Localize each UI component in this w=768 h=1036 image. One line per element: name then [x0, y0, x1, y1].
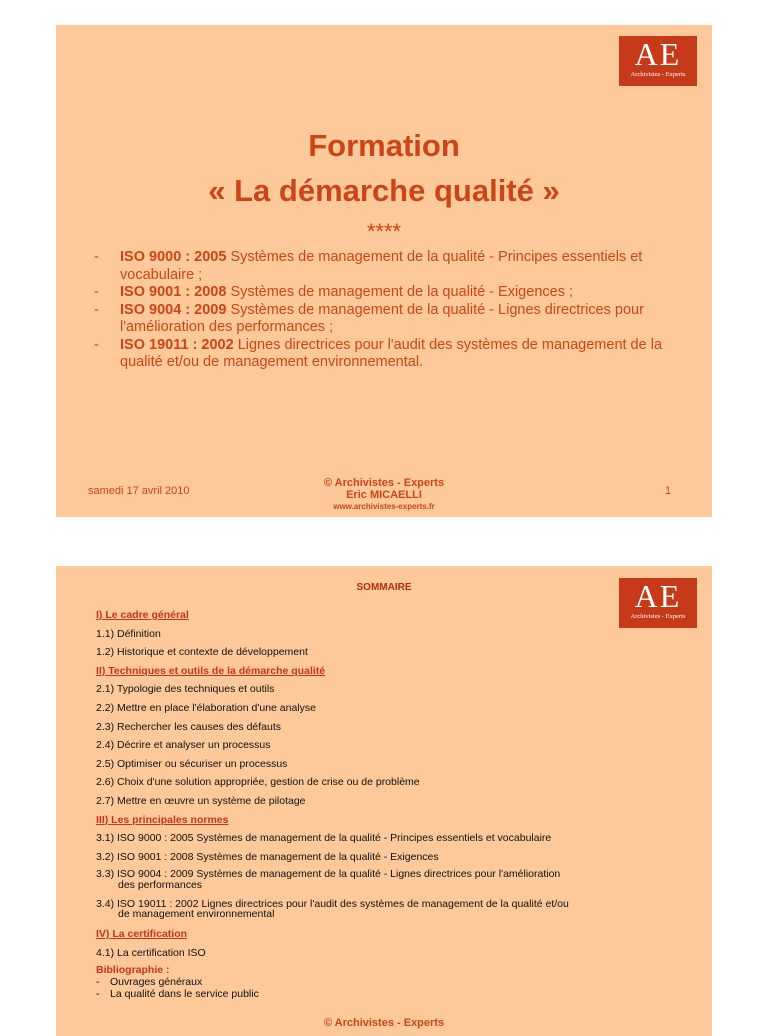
footer-copyright-partial: © Archivistes - Experts	[323, 1017, 445, 1029]
toc-item-continuation: des performances	[118, 878, 203, 891]
bibliography-text: Ouvrages généraux	[110, 976, 203, 989]
toc-item	[96, 896, 616, 925]
toc-item: 2.2) Mettre en place l'élaboration d'une analyse	[96, 701, 316, 714]
table-of-contents	[96, 606, 616, 1000]
standard-code: ISO 9004 : 2009	[120, 301, 227, 318]
bullet-dash: -	[96, 988, 100, 1001]
bullet-dash: -	[94, 301, 99, 318]
toc-item: 1.1) Définition	[96, 627, 161, 640]
slide-title-line1: Formation	[308, 128, 460, 163]
toc-item: 2.4) Décrire et analyser un processus	[96, 739, 271, 752]
toc-item: 1.2) Historique et contexte de développement	[96, 646, 308, 659]
section-heading: III) Les principales normes	[96, 813, 229, 826]
bullet-dash: -	[94, 249, 99, 265]
toc-item: 2.6) Choix d'une solution appropriée, gestion de crise ou de problème	[96, 776, 420, 789]
toc-item: 3.1) ISO 9000 : 2005 Systèmes de management de la qualité - Principes essentiels et vocabulaire	[96, 832, 552, 845]
sommaire-title: SOMMAIRE	[356, 582, 412, 593]
toc-item-line: 3.3) ISO 9004 : 2009 Systèmes de management de la qualité - Lignes directrices pour l'amélioration	[96, 868, 561, 881]
toc-item-line: 3.4) ISO 19011 : 2002 Lignes directrices pour l'audit des systèmes de management de la qualité et/ou	[96, 897, 569, 910]
list-item	[92, 249, 682, 284]
standard-description: Systèmes de management de la qualité - Exigences ;	[226, 284, 573, 300]
standard-description: Lignes directrices pour l'audit des systèmes de management de la qualité et/ou de management environnemental.	[120, 336, 663, 370]
iso-standards-list	[92, 249, 682, 372]
section-heading: IV) La certification	[96, 928, 188, 941]
standard-description: Systèmes de management de la qualité - Principes essentiels et vocabulaire ;	[120, 249, 643, 283]
slide-1	[56, 25, 712, 517]
logo-letters: AE	[634, 36, 682, 72]
toc-item: 2.1) Typologie des techniques et outils	[96, 683, 275, 696]
logo-subtitle: Archivistes - Experts	[630, 71, 686, 78]
footer-website-link[interactable]: www.archivistes-experts.fr	[333, 502, 435, 511]
toc-item-continuation: de management environnemental	[118, 908, 275, 921]
bibliography-text: La qualité dans le service public	[110, 988, 259, 1001]
toc-item: 2.5) Optimiser ou sécuriser un processus	[96, 757, 288, 770]
ae-logo	[619, 36, 697, 86]
bibliography-heading: Bibliographie :	[96, 964, 170, 977]
list-item	[92, 337, 682, 372]
bibliography-item	[96, 976, 616, 988]
bibliography-item	[96, 988, 616, 1000]
toc-item: 2.7) Mettre en œuvre un système de pilotage	[96, 794, 306, 807]
standard-code: ISO 19011 : 2002	[120, 336, 234, 353]
toc-item	[96, 866, 616, 895]
footer-author: Eric MICAELLI	[346, 489, 422, 501]
list-item	[92, 284, 682, 302]
logo-subtitle: Archivistes - Experts	[630, 613, 686, 620]
toc-item: 3.2) ISO 9001 : 2008 Systèmes de management de la qualité - Exigences	[96, 850, 439, 863]
section-heading: II) Techniques et outils de la démarche qualité	[96, 664, 326, 677]
page-number: 1	[665, 485, 672, 497]
toc-item: 2.3) Rechercher les causes des défauts	[96, 720, 282, 733]
bullet-dash: -	[94, 336, 99, 353]
toc-item: 4.1) La certification ISO	[96, 946, 206, 959]
stars-separator: ****	[366, 219, 402, 244]
footer-copyright: © Archivistes - Experts	[323, 477, 445, 489]
standard-description: Systèmes de management de la qualité - Lignes directrices pour l'amélioration des performances ;	[120, 301, 644, 335]
standard-code: ISO 9000 : 2005	[120, 249, 227, 265]
bullet-dash: -	[96, 976, 100, 989]
slide-title-line2: « La démarche qualité »	[208, 173, 560, 208]
logo-letters: AE	[634, 578, 682, 614]
footer-credits	[56, 477, 712, 512]
bullet-dash: -	[94, 284, 99, 300]
section-heading: I) Le cadre général	[96, 609, 189, 621]
list-item	[92, 302, 682, 337]
standard-code: ISO 9001 : 2008	[120, 284, 227, 300]
footer-date: samedi 17 avril 2010	[88, 485, 190, 497]
slide-2	[56, 566, 712, 1036]
